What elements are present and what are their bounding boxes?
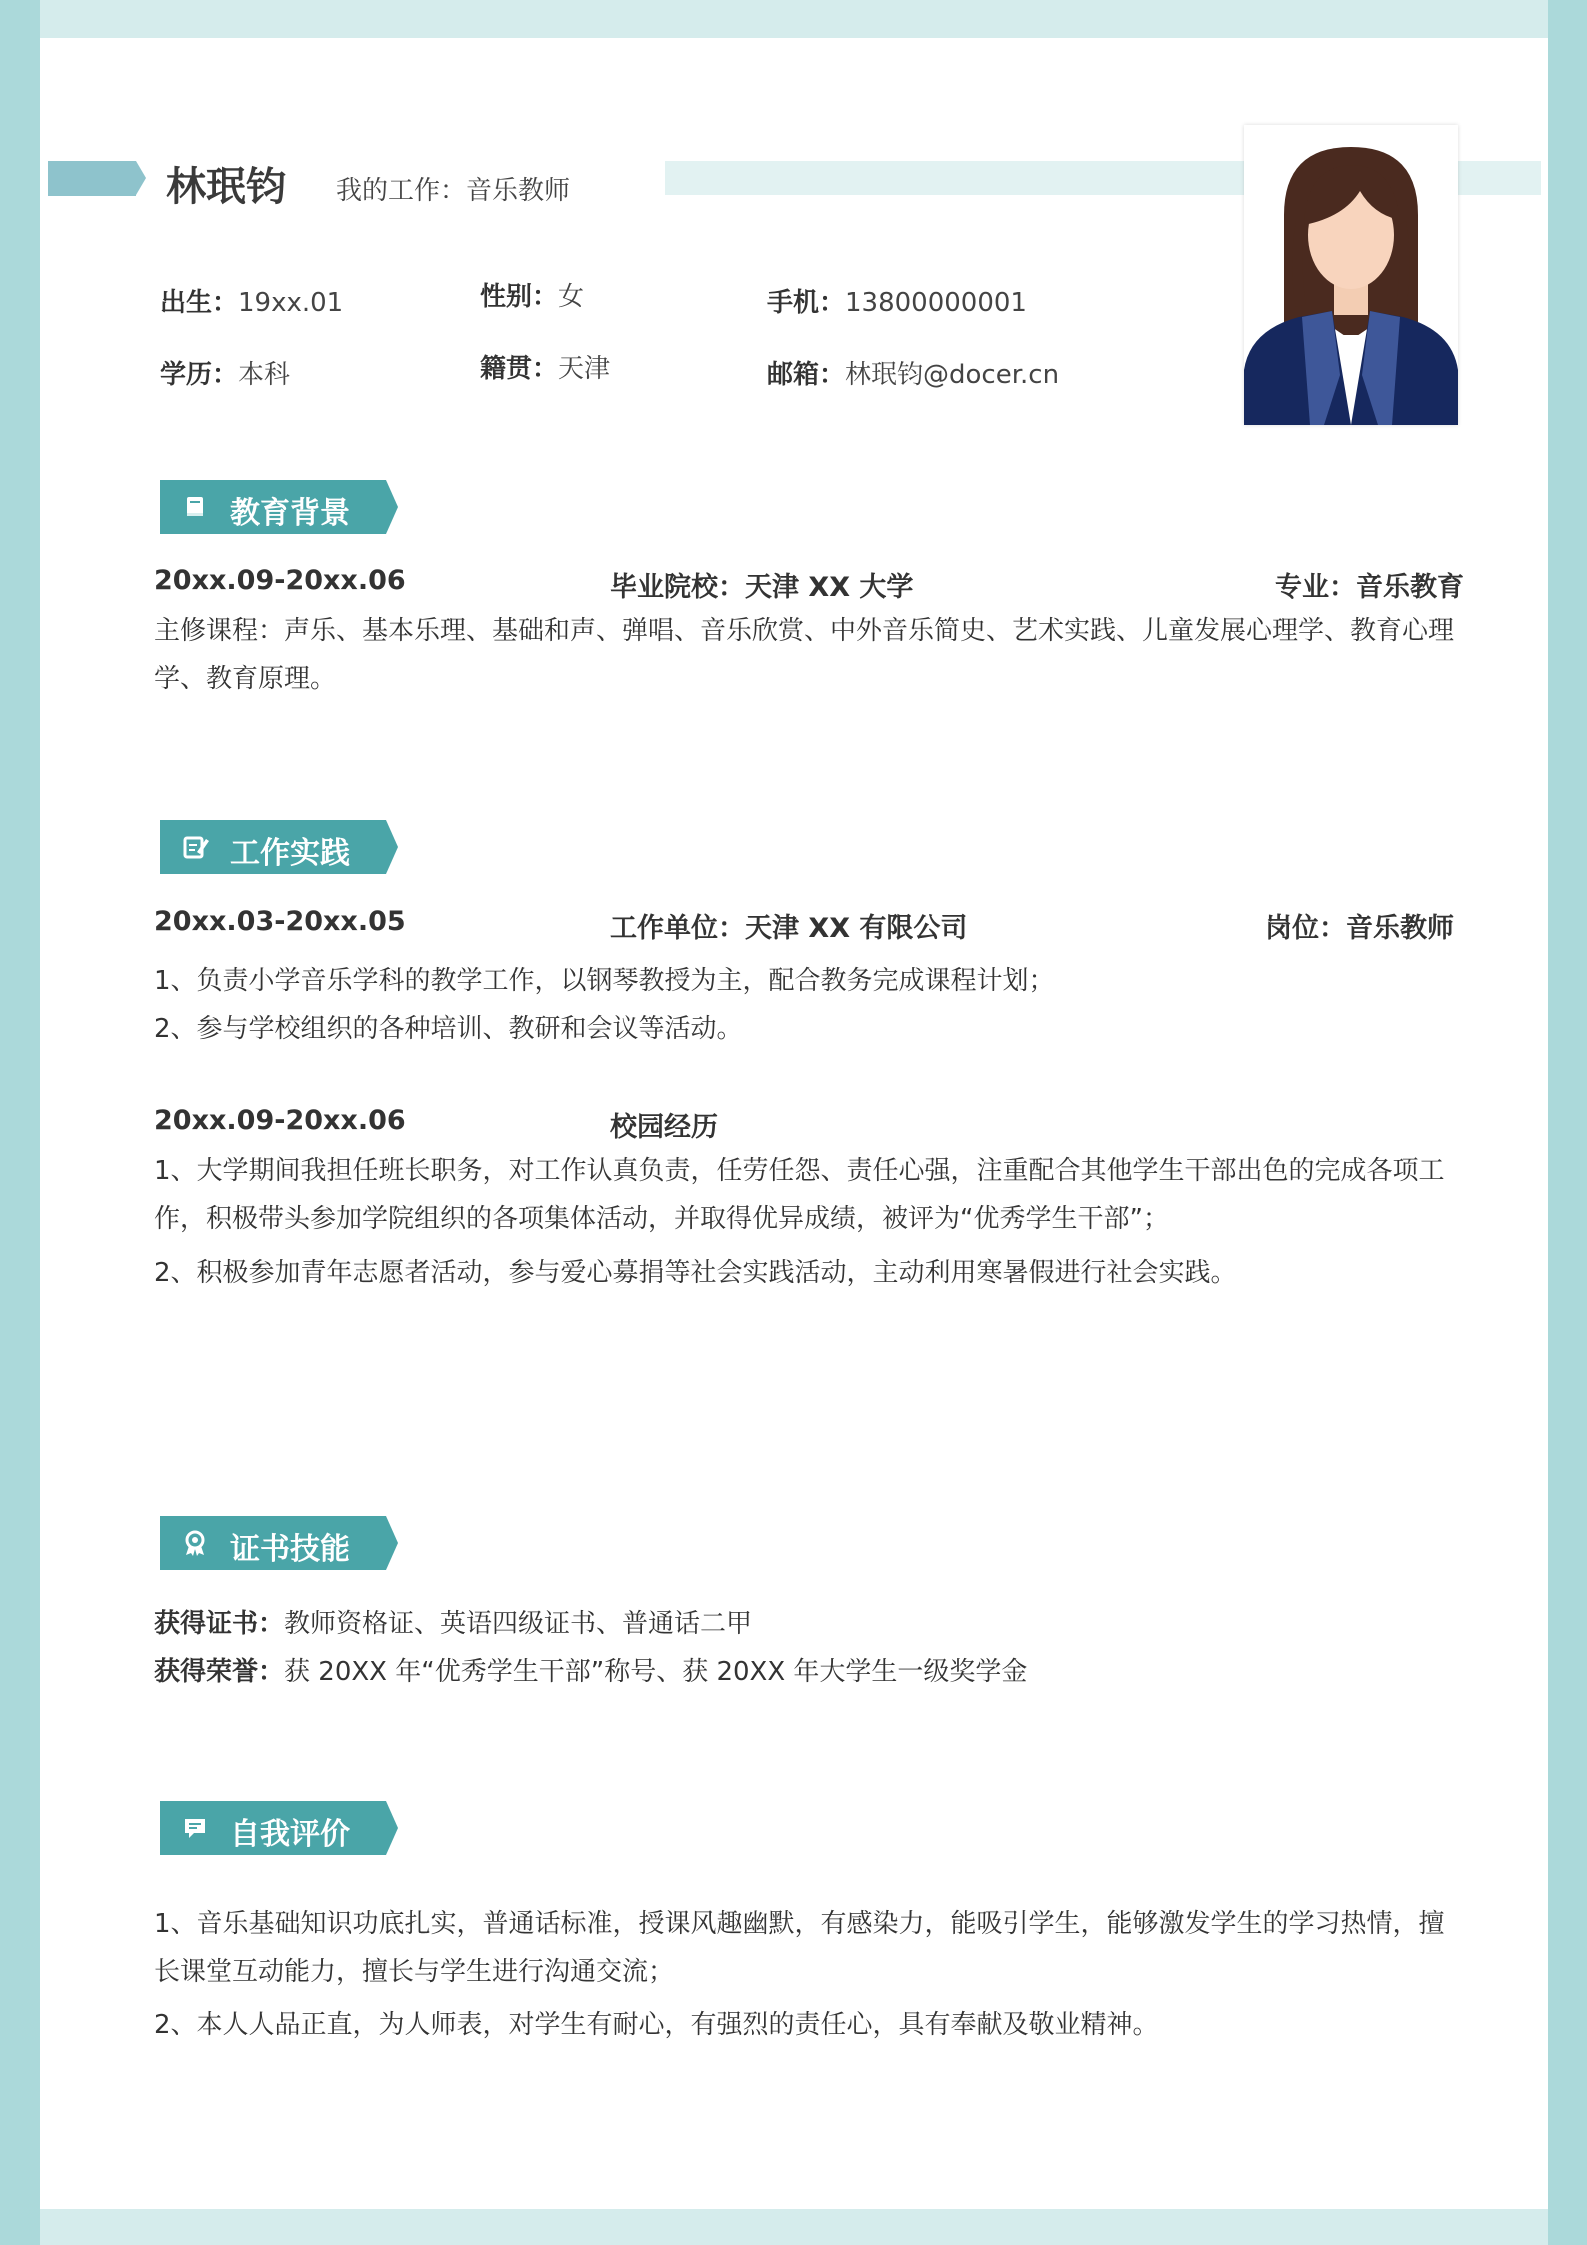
honors-value: 获 20XX 年“优秀学生干部”称号、获 20XX 年大学生一级奖学金 (284, 1657, 1028, 1687)
info-email (767, 354, 1059, 391)
work2-title: 校园经历 (610, 1112, 718, 1143)
work2-item-2: 2、积极参加青年志愿者活动，参与爱心募捐等社会实践活动，主动利用寒暑假进行社会实践。 (154, 1258, 1237, 1288)
section-label: 工作实践 (230, 836, 350, 871)
certificates-value: 教师资格证、英语四级证书、普通话二甲 (284, 1609, 753, 1639)
certificates-line (154, 1603, 752, 1640)
comment-icon (180, 1813, 210, 1843)
book-icon (180, 492, 210, 522)
self-eval-item-2: 2、本人人品正直，为人师表，对学生有耐心，有强烈的责任心，具有奉献及敬业精神。 (154, 2010, 1159, 2040)
honors-line (154, 1651, 1027, 1688)
phone-value: 13800000001 (845, 288, 1027, 318)
education-courses: 主修课程：声乐、基本乐理、基础和声、弹唱、音乐欣赏、中外音乐简史、艺术实践、儿童发展心理学、教育心理学、教育原理。 (154, 616, 1455, 694)
work2-period: 20xx.09-20xx.06 (154, 1105, 406, 1136)
origin-value: 天津 (558, 354, 611, 384)
honors-label: 获得荣誉： (154, 1657, 285, 1687)
section-label: 自我评价 (230, 1817, 350, 1852)
edu-value: 本科 (238, 360, 291, 390)
work1-position: 岗位：音乐教师 (1265, 913, 1454, 944)
edit-icon (180, 832, 210, 862)
gender-value: 女 (558, 282, 585, 312)
origin-label: 籍贯： (480, 354, 559, 384)
section-label: 教育背景 (230, 496, 350, 531)
resume-page (40, 0, 1548, 2245)
info-origin (480, 348, 610, 385)
work1-item-2: 2、参与学校组织的各种培训、教研和会议等活动。 (154, 1014, 743, 1044)
self-eval-item-1: 1、音乐基础知识功底扎实，普通话标准，授课风趣幽默，有感染力，能吸引学生，能够激发学生的学习热情，擅长课堂互动能力，擅长与学生进行沟通交流； (154, 1909, 1445, 1987)
avatar-illustration (1244, 125, 1458, 425)
work2-item-1: 1、大学期间我担任班长职务，对工作认真负责，任劳任怨、责任心强，注重配合其他学生干部出色的完成各项工作，积极带头参加学院组织的各项集体活动，并取得优异成绩，被评为“优秀学生干部”； (154, 1156, 1445, 1234)
info-birth (160, 282, 343, 319)
work1-item-1: 1、负责小学音乐学科的教学工作，以钢琴教授为主，配合教务完成课程计划； (154, 966, 1055, 996)
section-title-tip (386, 820, 398, 874)
info-phone (767, 282, 1027, 319)
job-value: 音乐教师 (466, 176, 571, 206)
section-title-tip (386, 1516, 398, 1570)
education-period: 20xx.09-20xx.06 (154, 565, 406, 596)
gender-label: 性别： (480, 282, 559, 312)
section-title-tip (386, 1801, 398, 1855)
birth-value: 19xx.01 (238, 288, 344, 318)
phone-label: 手机： (767, 288, 846, 318)
person-name: 林珉钧 (166, 164, 286, 210)
info-education (160, 354, 290, 391)
email-value: 林珉钧@docer.cn (845, 360, 1060, 390)
education-major: 专业：音乐教育 (1275, 572, 1464, 603)
avatar (1244, 125, 1458, 425)
birth-label: 出生： (160, 288, 239, 318)
email-label: 邮箱： (767, 360, 846, 390)
edu-label: 学历： (160, 360, 239, 390)
header-accent-bar (48, 161, 136, 196)
education-school: 毕业院校：天津 XX 大学 (610, 572, 914, 603)
work1-period: 20xx.03-20xx.05 (154, 906, 406, 937)
header-accent-tip (136, 161, 146, 195)
bottom-band (40, 2209, 1548, 2245)
work1-company: 工作单位：天津 XX 有限公司 (610, 913, 968, 944)
award-icon (180, 1528, 210, 1558)
info-gender (480, 276, 584, 313)
section-title-tip (386, 480, 398, 534)
section-label: 证书技能 (230, 1532, 350, 1567)
job-label: 我的工作： (336, 176, 467, 206)
job-line (336, 170, 570, 207)
top-band (40, 0, 1548, 38)
certificates-label: 获得证书： (154, 1609, 285, 1639)
